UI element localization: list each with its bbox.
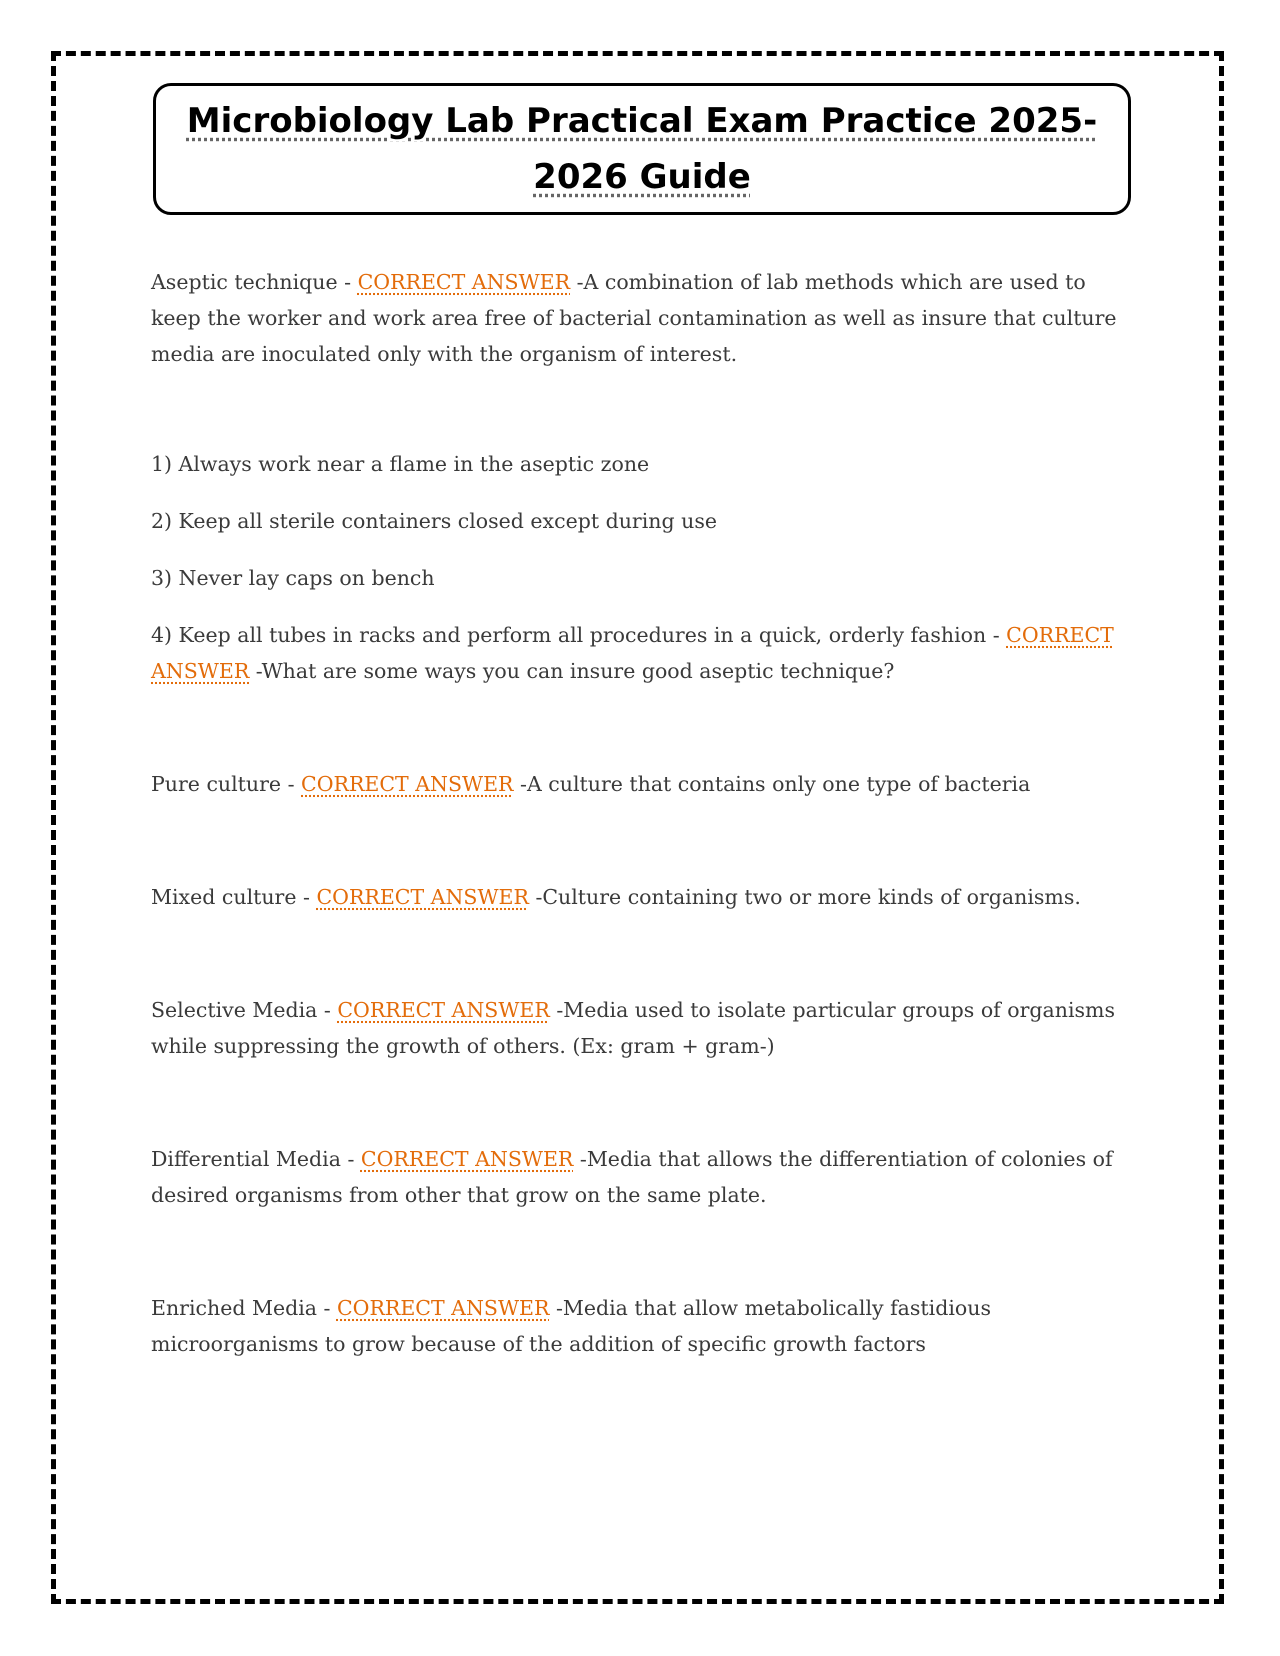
term: Mixed culture - (151, 885, 317, 909)
list-item-text: 1) Always work near a flame in the aseptic zone (151, 452, 650, 476)
term: Enriched Media - (151, 1296, 337, 1320)
term: Pure culture - (151, 772, 302, 796)
correct-answer-marker: CORRECT ANSWER (360, 1147, 574, 1171)
definition: -A culture that contains only one type of bacteria (513, 772, 1031, 796)
list-item (151, 503, 1131, 539)
definition: -What are some ways you can insure good aseptic technique? (249, 659, 895, 683)
term: 4) Keep all tubes in racks and perform all procedures in a quick, orderly fashion - (151, 623, 1007, 647)
correct-answer-marker: CORRECT ANSWER (336, 1296, 550, 1320)
correct-answer-marker: CORRECT ANSWER (151, 623, 1114, 683)
definition: -Media used to isolate particular groups of organisms while suppressing the growth of others. (Ex: gram + gram-) (151, 998, 1115, 1058)
entry-enriched-media (151, 1290, 1131, 1362)
correct-answer-marker: CORRECT ANSWER (301, 772, 514, 796)
list-item (151, 560, 1131, 596)
term: Aseptic technique - (151, 270, 358, 294)
entry-aseptic-technique (151, 264, 1131, 372)
list-item (151, 446, 1131, 482)
definition: -Media that allows the differentiation of colonies of desired organisms from other that grow on the same plate. (151, 1147, 1113, 1207)
list-item-text: 2) Keep all sterile containers closed except during use (151, 509, 717, 533)
document-title-line-1: Microbiology Lab Practical Exam Practice 2025- (186, 101, 1098, 141)
definition: -Media that allow metabolically fastidious microorganisms to grow because of the addition of specific growth factors (151, 1296, 991, 1356)
document-title-line-2: 2026 Guide (533, 157, 751, 197)
entry-selective-media (151, 992, 1131, 1064)
entry-pure-culture (151, 766, 1131, 802)
correct-answer-marker: CORRECT ANSWER (337, 998, 550, 1022)
correct-answer-marker: CORRECT ANSWER (316, 885, 529, 909)
entry-differential-media (151, 1141, 1131, 1213)
entry-aseptic-ways (151, 617, 1131, 689)
term: Selective Media - (151, 998, 338, 1022)
title-box (153, 83, 1131, 215)
definition: -Culture containing two or more kinds of organisms. (528, 885, 1081, 909)
entry-mixed-culture (151, 879, 1131, 915)
definition: -A combination of lab methods which are used to keep the worker and work area free of bacterial contamination as well as insure that culture media are inoculated only with the organism of interest. (151, 270, 1117, 366)
list-item-text: 3) Never lay caps on bench (151, 566, 435, 590)
correct-answer-marker: CORRECT ANSWER (357, 270, 571, 294)
term: Differential Media - (151, 1147, 361, 1171)
